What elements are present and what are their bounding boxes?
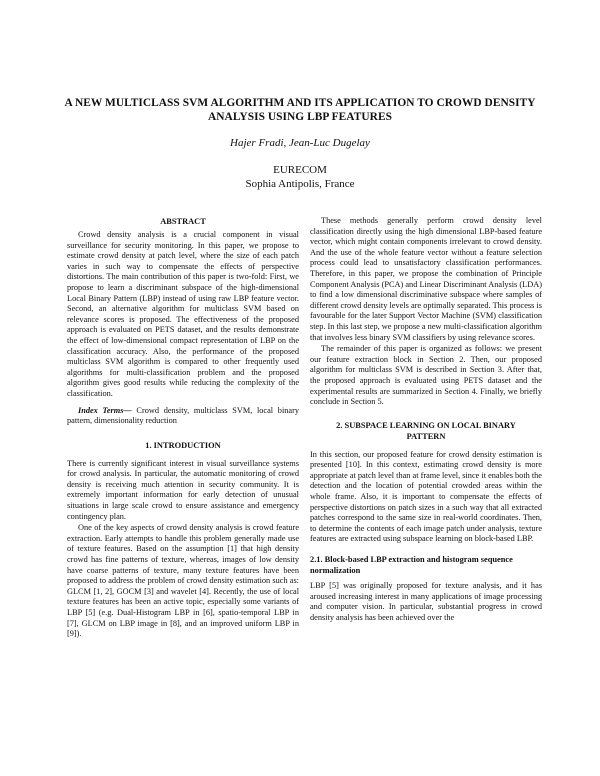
intro-paragraph-2: One of the key aspects of crowd density analysis is crowd feature extraction. Early attempts to handle this problem generally made use of texture features. Based on the assumption [1] that high density crowd has fine patterns of texture, whereas, images of low density have coarse patterns of texture, many texture features have been proposed to address the problem of crowd density estimation such as: GLCM [1, 2], GOCM [3] and wavelet [4]. Recently, the use of local texture features has been an active topic, especially some variants of LBP [5] (e.g. Dual-Histogram LBP in [6], spatio-temporal LBP in [7], GLCM on LBP image in [8], and an improved uniform LBP in [9]). bbox=[67, 523, 299, 639]
index-terms-label: Index Terms— bbox=[78, 405, 132, 415]
affiliation-location: Sophia Antipolis, France bbox=[245, 178, 355, 190]
section2-paragraph-1: In this section, our proposed feature for crowd density estimation is presented [10]. In this context, estimating crowd density is more appropriate at patch level than at frame level, since it enables both the detection and the location of potential crowded areas within the whole frame. Also, it is important to compensate the effects of perspective distortions on patch sizes in a such way that all extracted patches correspond to the same size in real-world coordinates. Then, to determine the contents of each image patch under analysis, texture features are extracted using subspace learning on block-based LBP. bbox=[310, 449, 542, 544]
index-terms-text: Crowd density, multiclass SVM, local binary pattern, dimensionality reduction bbox=[67, 405, 299, 426]
paper-authors: Hajer Fradi, Jean-Luc Dugelay bbox=[230, 137, 370, 149]
right-column bbox=[310, 216, 542, 623]
paper-title: A NEW MULTICLASS SVM ALGORITHM AND ITS APPLICATION TO CROWD DENSITY ANALYSIS USING LBP FEATURES bbox=[64, 97, 536, 123]
section2-heading: 2. SUBSPACE LEARNING ON LOCAL BINARY PATTERN bbox=[336, 420, 516, 441]
intro-heading: 1. INTRODUCTION bbox=[145, 440, 221, 450]
index-terms bbox=[67, 406, 299, 427]
affiliation bbox=[40, 163, 560, 191]
intro-paragraph-1: There is currently significant interest in visual surveillance systems for crowd analysis. In particular, the automatic monitoring of crowd density is receiving much attention in security community. It is extremely important information for early detection of unusual situations in large scale crowd to ensure assistance and emergency contingency plan. bbox=[67, 458, 299, 521]
abstract-heading: ABSTRACT bbox=[160, 217, 206, 226]
right-paragraph-1: These methods generally perform crowd density level classification directly using the high dimensional LBP-based feature vector, which might contain components irrelevant to crowd density. And the use of the whole feature vector without a feature selection process could lead to unsatisfactory classification performances. Therefore, in this paper, we propose the combination of Principle Component Analysis (PCA) and Linear Discriminant Analysis (LDA) to find a low dimensional discriminative subspace where samples of different crowd density levels are optimally separated. This process is favourable for the later Support Vector Machine (SVM) classification step. In this last step, we propose a new multi-classification algorithm that involves less binary SVM classifiers by using relevance scores. bbox=[310, 216, 542, 342]
right-paragraph-2: The remainder of this paper is organized as follows: we present our feature extraction block in Section 2. Then, our proposed algorithm for multiclass SVM is described in Section 3. After that, the proposed approach is evaluated using PETS dataset and the experimental results are summarized in Section 4. Finally, we briefly conclude in Section 5. bbox=[310, 344, 542, 407]
abstract-text: Crowd density analysis is a crucial component in visual surveillance for security monitoring. In this paper, we propose to estimate crowd density at patch level, where the size of each patch varies in such way to compensate the effects of perspective distortions. The main contribution of this paper is two-fold: First, we propose to learn a discriminant subspace of the high-dimensional Local Binary Pattern (LBP) instead of using raw LBP feature vector. Second, an alternative algorithm for multiclass SVM based on relevance scores is proposed. The effectiveness of the proposed approach is evaluated on PETS dataset, and the results demonstrate the effect of low-dimensional compact representation of LBP on the classification accuracy. Also, the performance of the proposed multiclass SVM algorithm is compared to other frequently used algorithms for multi-classification problem and the proposed algorithm gives good results while reducing the complexity of the classification. bbox=[67, 230, 299, 398]
subsection-2-1-heading: 2.1. Block-based LBP extraction and histogram sequence normalization bbox=[310, 555, 513, 576]
left-column bbox=[67, 216, 299, 640]
affiliation-institution: EURECOM bbox=[273, 164, 327, 176]
section2-paragraph-2: LBP [5] was originally proposed for texture analysis, and it has aroused increasing interest in many applications of image processing and computer vision. In particular, substantial progress in crowd density analysis has been achieved over the bbox=[310, 581, 542, 622]
